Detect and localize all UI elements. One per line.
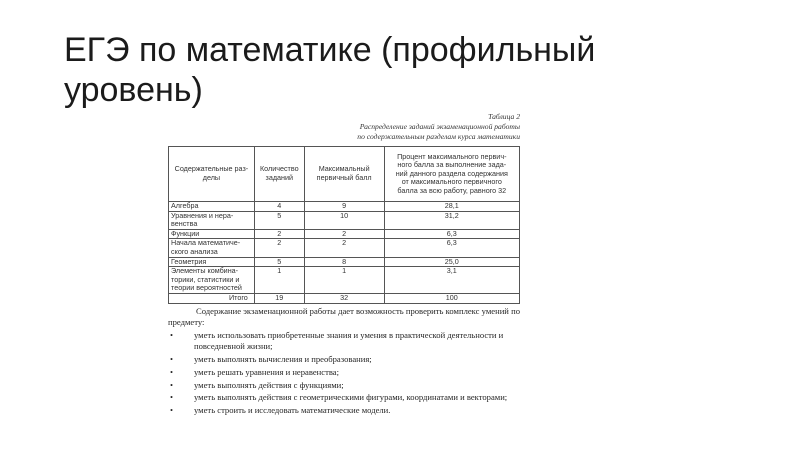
total-max: 32 bbox=[304, 293, 384, 303]
document-excerpt bbox=[168, 112, 520, 416]
cell-count: 2 bbox=[254, 229, 304, 239]
bullet-icon: • bbox=[170, 379, 174, 390]
cell-percent: 31,2 bbox=[384, 211, 519, 229]
list-item-text: уметь выполнять вычисления и преобразования; bbox=[194, 353, 372, 364]
cell-count: 4 bbox=[254, 202, 304, 212]
list-item-text: уметь использовать приобретенные знания и умения в практической деятельности и повседневной жизни; bbox=[194, 329, 504, 352]
cell-percent: 3,1 bbox=[384, 267, 519, 294]
bullet-icon: • bbox=[170, 366, 174, 377]
table-caption-line-2: по содержательным разделам курса математики bbox=[357, 132, 520, 141]
list-item bbox=[168, 380, 520, 391]
slide-title: ЕГЭ по математике (профильный уровень) bbox=[64, 31, 596, 109]
cell-max: 9 bbox=[304, 202, 384, 212]
cell-section: Функции bbox=[169, 229, 255, 239]
cell-section: Геометрия bbox=[169, 257, 255, 267]
cell-count: 1 bbox=[254, 267, 304, 294]
total-percent: 100 bbox=[384, 293, 519, 303]
cell-section: Уравнения и нера- венства bbox=[169, 211, 255, 229]
table-number: Таблица 2 bbox=[488, 112, 520, 121]
table-total-row bbox=[169, 293, 520, 303]
cell-count: 5 bbox=[254, 211, 304, 229]
cell-section: Алгебра bbox=[169, 202, 255, 212]
list-item bbox=[168, 405, 520, 416]
cell-count: 5 bbox=[254, 257, 304, 267]
cell-section: Элементы комбина- торики, статистики и теории вероятностей bbox=[169, 267, 255, 294]
table-row bbox=[169, 239, 520, 257]
cell-max: 1 bbox=[304, 267, 384, 294]
bullet-icon: • bbox=[170, 329, 174, 340]
table-row bbox=[169, 202, 520, 212]
cell-percent: 28,1 bbox=[384, 202, 519, 212]
header-count: Количество заданий bbox=[254, 147, 304, 202]
cell-max: 2 bbox=[304, 229, 384, 239]
table-header-row bbox=[169, 147, 520, 202]
list-item-text: уметь выполнять действия с геометрическими фигурами, координатами и векторами; bbox=[194, 392, 508, 403]
header-max-score: Максимальный первичный балл bbox=[304, 147, 384, 202]
cell-section: Начала математиче- ского анализа bbox=[169, 239, 255, 257]
skills-list bbox=[168, 330, 520, 416]
cell-percent: 6,3 bbox=[384, 239, 519, 257]
list-item bbox=[168, 392, 520, 403]
table-row bbox=[169, 267, 520, 294]
cell-max: 2 bbox=[304, 239, 384, 257]
intro-text: Содержание экзаменационной работы дает возможность проверить комплекс умений по предмету: bbox=[168, 305, 520, 327]
table-row bbox=[169, 211, 520, 229]
cell-max: 8 bbox=[304, 257, 384, 267]
table-caption-line-1: Распределение заданий экзаменационной работы bbox=[359, 122, 520, 131]
list-item-text: уметь выполнять действия с функциями; bbox=[194, 379, 344, 390]
cell-percent: 6,3 bbox=[384, 229, 519, 239]
total-label: Итого bbox=[169, 293, 255, 303]
intro-paragraph bbox=[168, 306, 520, 329]
task-distribution-table bbox=[168, 146, 520, 304]
bullet-icon: • bbox=[170, 392, 174, 403]
total-count: 19 bbox=[254, 293, 304, 303]
list-item bbox=[168, 330, 520, 352]
header-percent: Процент максимального первич- ного балла за выполнение зада- ний данного раздела содержания от максимального первичного балла за всю работу, равного 32 bbox=[384, 147, 519, 202]
list-item-text: уметь решать уравнения и неравенства; bbox=[194, 366, 339, 377]
cell-max: 10 bbox=[304, 211, 384, 229]
bullet-icon: • bbox=[170, 353, 174, 364]
list-item bbox=[168, 367, 520, 378]
list-item bbox=[168, 354, 520, 365]
list-item-text: уметь строить и исследовать математические модели. bbox=[194, 405, 391, 416]
cell-count: 2 bbox=[254, 239, 304, 257]
cell-percent: 25,0 bbox=[384, 257, 519, 267]
header-section: Содержательные раз- делы bbox=[169, 147, 255, 202]
table-caption bbox=[168, 112, 520, 142]
bullet-icon: • bbox=[170, 405, 174, 416]
